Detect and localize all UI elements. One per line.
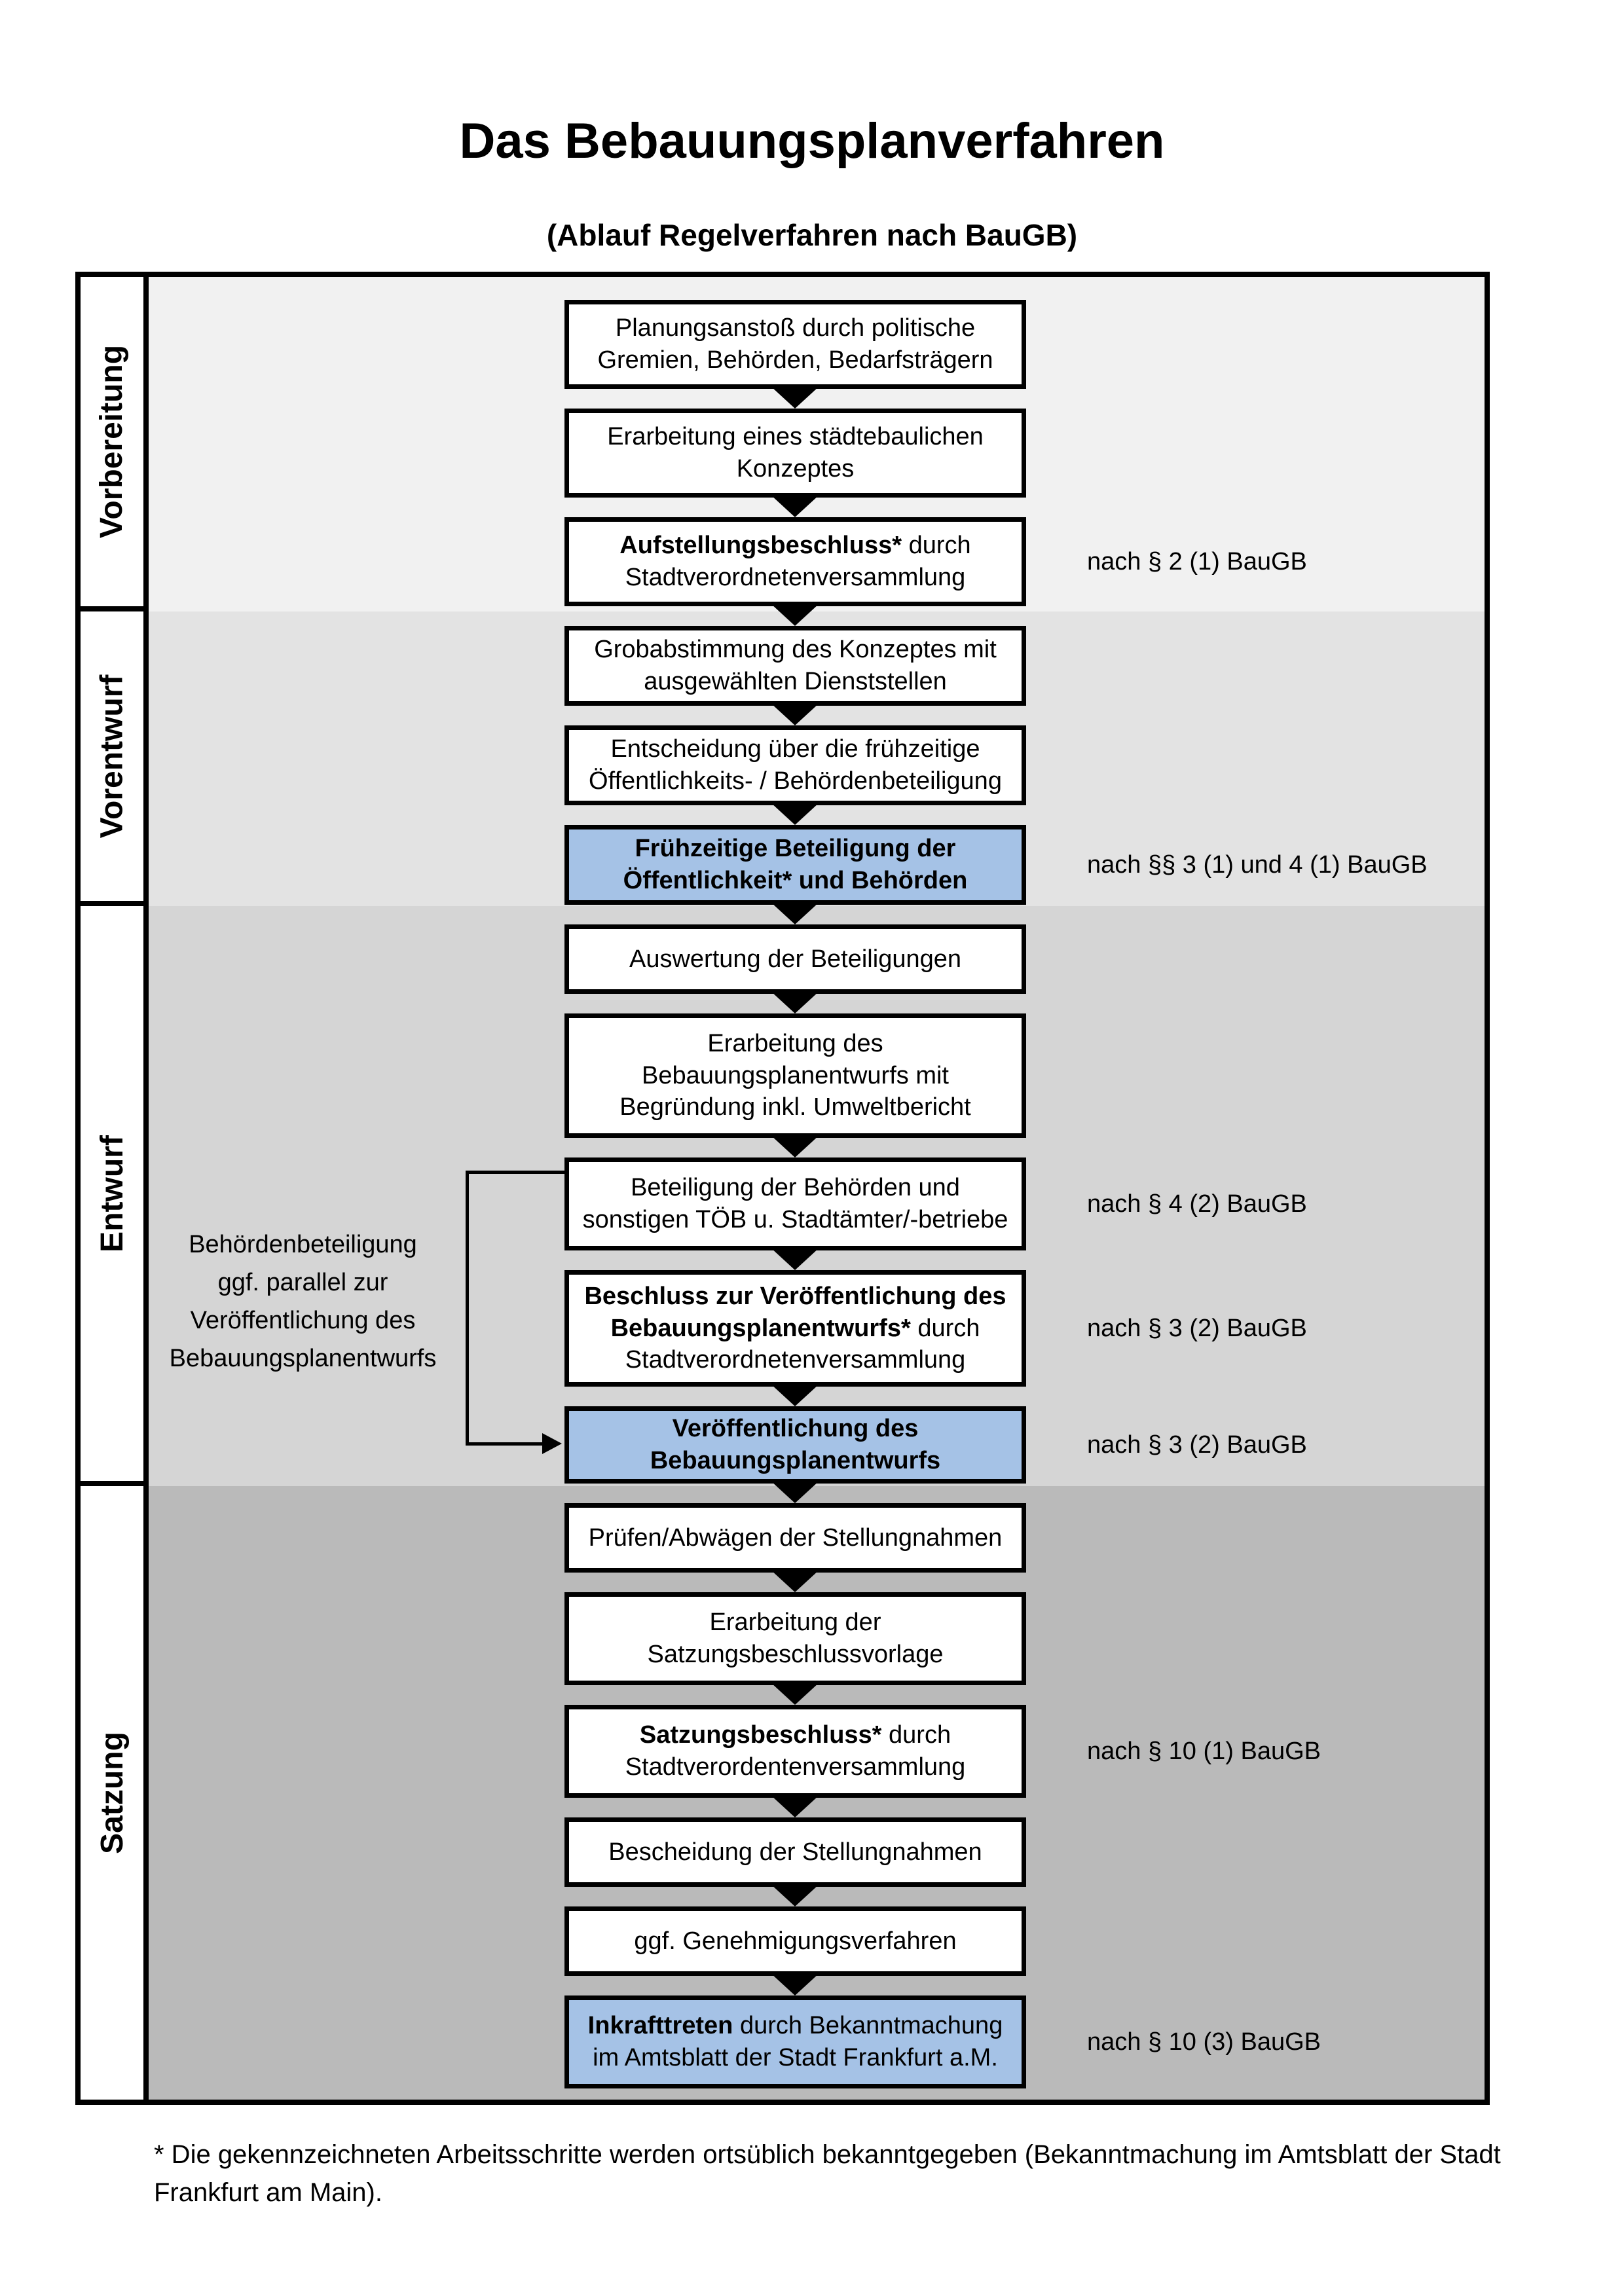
flow-step-10	[564, 1270, 1026, 1387]
flow-step-text-line: Erarbeitung eines städtebaulichen	[607, 423, 984, 451]
flow-step-text-line: Frühzeitige Beteiligung der	[635, 835, 956, 863]
flow-step-3	[564, 517, 1026, 606]
flow-step-text-line: ggf. Genehmigungsverfahren	[634, 1927, 957, 1955]
flow-arrow-down-icon	[771, 1384, 819, 1406]
parallel-note-line: ggf. parallel zur	[217, 1269, 388, 1296]
parallel-connector-top-line	[466, 1171, 564, 1174]
flow-arrow-down-icon	[771, 604, 819, 626]
phase-label-cell-vorbereitung	[75, 272, 149, 611]
flow-arrow-down-icon	[771, 1795, 819, 1817]
flow-step-16	[564, 1906, 1026, 1976]
flow-arrow-down-icon	[771, 495, 819, 517]
flow-step-text-line: Veröffentlichung des	[672, 1415, 919, 1443]
flow-step-14	[564, 1705, 1026, 1798]
flow-step-text-line: Inkrafttreten durch Bekanntmachung	[587, 2012, 1003, 2040]
flow-arrow-down-icon	[771, 1248, 819, 1270]
phase-label-vorbereitung: Vorbereitung	[94, 344, 130, 539]
flow-step-text-line: Satzungsbeschluss* durch	[639, 1721, 951, 1749]
parallel-connector-vertical-line	[466, 1171, 469, 1446]
legal-reference: nach § 10 (3) BauGB	[1087, 2028, 1321, 2056]
flow-arrow-down-icon	[771, 1135, 819, 1157]
flow-step-text-line: Konzeptes	[736, 455, 855, 483]
parallel-note-line: Veröffentlichung des	[190, 1307, 416, 1334]
flow-step-text-line: Beteiligung der Behörden und	[631, 1174, 960, 1202]
flow-arrow-down-icon	[771, 1884, 819, 1906]
flow-step-7	[564, 924, 1026, 994]
flow-step-text-line: Beschluss zur Veröffentlichung des	[584, 1283, 1006, 1311]
phase-label-cell-satzung	[75, 1481, 149, 2105]
flow-step-text-line: Erarbeitung der	[709, 1609, 881, 1637]
flow-step-text-line: Planungsanstoß durch politische	[615, 314, 976, 342]
parallel-note	[151, 1226, 455, 1377]
flow-step-11	[564, 1406, 1026, 1484]
legal-reference: nach §§ 3 (1) und 4 (1) BauGB	[1087, 851, 1428, 879]
flow-step-8	[564, 1013, 1026, 1138]
flow-step-text-line: Prüfen/Abwägen der Stellungnahmen	[588, 1523, 1003, 1552]
flow-step-text-line: Aufstellungsbeschluss* durch	[619, 532, 971, 560]
flow-arrow-down-icon	[771, 1683, 819, 1705]
flow-step-text-line: Entscheidung über die frühzeitige	[610, 735, 980, 763]
phase-label-satzung: Satzung	[94, 1732, 130, 1854]
flow-arrow-down-icon	[771, 902, 819, 924]
parallel-note-line: Bebauungsplanentwurfs	[169, 1345, 437, 1372]
flow-step-text-line: im Amtsblatt der Stadt Frankfurt a.M.	[593, 2044, 998, 2071]
phase-label-cell-vorentwurf	[75, 606, 149, 906]
flow-step-text-line: sonstigen TÖB u. Stadtämter/-betriebe	[582, 1206, 1008, 1233]
legal-reference: nach § 3 (2) BauGB	[1087, 1431, 1307, 1459]
flow-step-text-line: Begründung inkl. Umweltbericht	[619, 1093, 971, 1121]
flow-step-text-line: Bescheidung der Stellungnahmen	[608, 1838, 982, 1866]
flow-step-text-line: Satzungsbeschlussvorlage	[647, 1641, 944, 1668]
footnote	[154, 2136, 1568, 2212]
flow-step-text-line: Erarbeitung des	[707, 1030, 883, 1058]
flow-step-text-line: Grobabstimmung des Konzeptes mit	[594, 636, 997, 664]
flow-step-2	[564, 409, 1026, 498]
legal-reference: nach § 4 (2) BauGB	[1087, 1190, 1307, 1218]
footnote-line: * Die gekennzeichneten Arbeitsschritte werden ortsüblich bekanntgegeben (Bekanntmachung im Amtsblatt der Stadt	[154, 2140, 1501, 2169]
flow-step-text-line: Bebauungsplanentwurfs mit	[642, 1061, 949, 1089]
flow-step-4	[564, 626, 1026, 706]
flow-step-6	[564, 825, 1026, 905]
flow-step-text-line: Stadtverordentenversammlung	[625, 1753, 966, 1781]
flow-step-9	[564, 1157, 1026, 1250]
flow-arrow-down-icon	[771, 1481, 819, 1503]
parallel-connector-arrowhead-icon	[542, 1433, 562, 1454]
parallel-note-line: Behördenbeteiligung	[189, 1231, 417, 1258]
flow-arrow-down-icon	[771, 991, 819, 1013]
footnote-line: Frankfurt am Main).	[154, 2178, 382, 2207]
flow-step-text-line: Stadtverordnetenversammlung	[625, 1346, 966, 1374]
parallel-connector-bottom-line	[466, 1442, 545, 1446]
phase-label-cell-entwurf	[75, 901, 149, 1486]
flow-step-text-line: Gremien, Behörden, Bedarfsträgern	[597, 346, 993, 374]
flow-step-text-line: Öffentlichkeit* und Behörden	[623, 867, 968, 894]
flow-arrow-down-icon	[771, 803, 819, 825]
flow-step-text-line: Öffentlichkeits- / Behördenbeteiligung	[589, 767, 1002, 795]
flow-step-5	[564, 725, 1026, 805]
legal-reference: nach § 3 (2) BauGB	[1087, 1315, 1307, 1342]
flow-step-13	[564, 1592, 1026, 1685]
legal-reference: nach § 10 (1) BauGB	[1087, 1738, 1321, 1765]
flow-arrow-down-icon	[771, 703, 819, 725]
phase-label-vorentwurf: Vorentwurf	[94, 674, 130, 838]
phase-label-entwurf: Entwurf	[94, 1135, 130, 1252]
page-title: Das Bebauungsplanverfahren	[459, 113, 1165, 169]
flow-step-17	[564, 1995, 1026, 2088]
flow-step-text-line: Bebauungsplanentwurfs	[650, 1447, 941, 1474]
flow-step-12	[564, 1503, 1026, 1573]
flow-arrow-down-icon	[771, 1973, 819, 1995]
legal-reference: nach § 2 (1) BauGB	[1087, 548, 1307, 575]
flow-step-text-line: Stadtverordnetenversammlung	[625, 564, 966, 591]
flow-step-text-line: Bebauungsplanentwurfs* durch	[610, 1314, 980, 1342]
flow-step-text-line: Auswertung der Beteiligungen	[629, 945, 961, 973]
flow-arrow-down-icon	[771, 1570, 819, 1592]
flow-step-15	[564, 1817, 1026, 1887]
flow-arrow-down-icon	[771, 386, 819, 409]
page-subtitle: (Ablauf Regelverfahren nach BauGB)	[546, 218, 1078, 252]
flow-step-1	[564, 300, 1026, 389]
flow-step-text-line: ausgewählten Dienststellen	[644, 668, 947, 695]
